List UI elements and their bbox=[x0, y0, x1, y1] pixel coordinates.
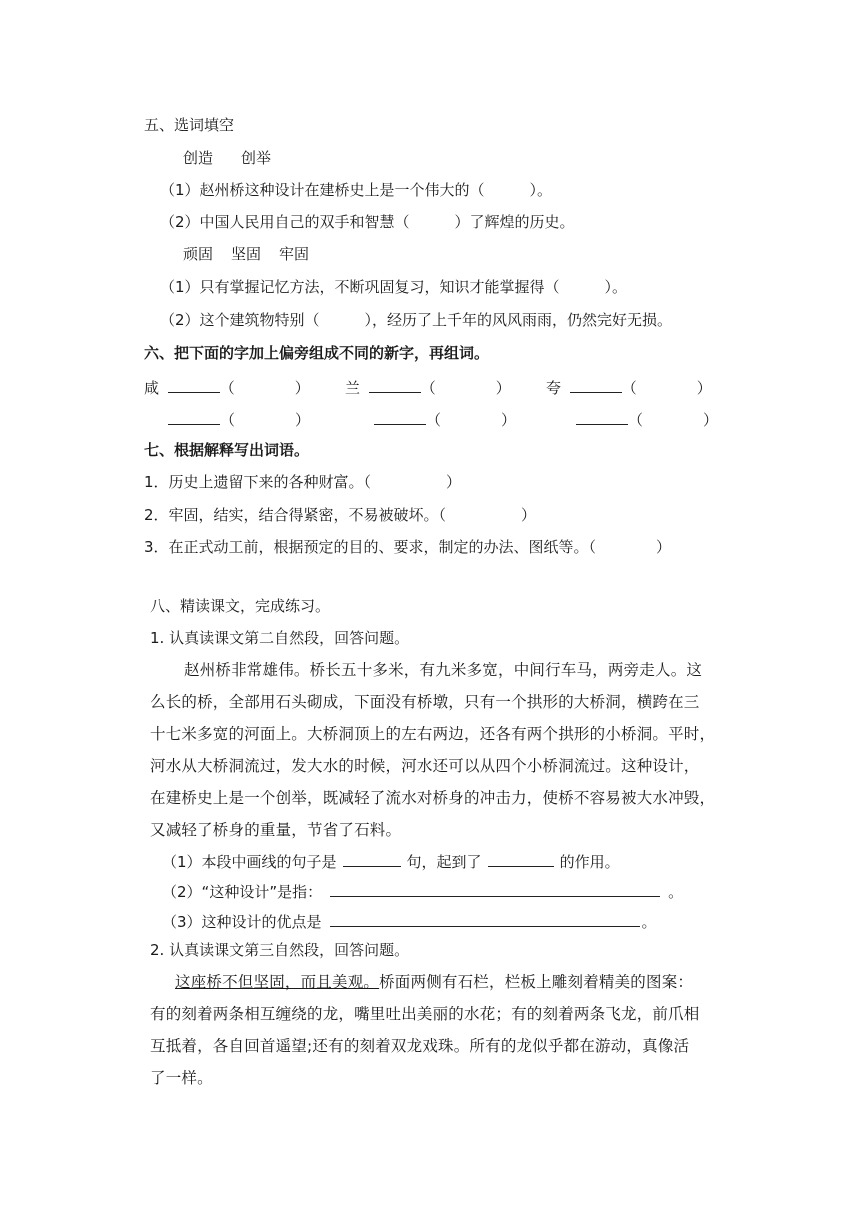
word-option: 牢固 bbox=[279, 245, 310, 263]
passage-line bbox=[175, 972, 693, 992]
char-group bbox=[345, 376, 511, 398]
word-option: 创造 bbox=[183, 149, 214, 167]
fill-item: （1）只有掌握记忆方法，不断巩固复习，知识才能掌握得（ ）。 bbox=[160, 278, 628, 296]
answer-blank[interactable] bbox=[369, 376, 421, 393]
char-group-blank bbox=[374, 408, 516, 430]
sub-question-text: （3）这种设计的优点是 bbox=[162, 913, 322, 931]
passage-line: 十七米多宽的河面上。大桥洞顶上的左右两边，还各有两个拱形的小桥洞。平时， bbox=[150, 725, 716, 743]
paren-blank[interactable]: （ ） bbox=[420, 379, 511, 397]
passage-line: 了一样。 bbox=[150, 1069, 213, 1087]
question-title: 1. 认真读课文第二自然段，回答问题。 bbox=[150, 629, 410, 647]
base-char: 夸 bbox=[546, 379, 562, 397]
fill-item: （1）赵州桥这种设计在建桥史上是一个伟大的（ ）。 bbox=[160, 181, 553, 199]
definition-item: 2．牢固，结实，结合得紧密，不易被破坏。（ ） bbox=[144, 506, 537, 524]
answer-blank[interactable] bbox=[488, 850, 554, 867]
word-option: 顽固 bbox=[183, 245, 214, 263]
word-choices-b bbox=[183, 244, 309, 264]
fill-item: （2）这个建筑物特别（ ），经历了上千年的风风雨雨，仍然完好无损。 bbox=[160, 311, 673, 329]
section-5-heading: 五、选词填空 bbox=[144, 116, 235, 134]
answer-blank[interactable] bbox=[168, 376, 220, 393]
answer-blank[interactable] bbox=[570, 376, 622, 393]
passage-line: 有的刻着两条相互缠绕的龙，嘴里吐出美丽的水花；有的刻着两条飞龙，前爪相 bbox=[150, 1005, 700, 1023]
answer-blank[interactable] bbox=[168, 408, 220, 425]
base-char: 咸 bbox=[144, 379, 160, 397]
sub-question-text: 的作用。 bbox=[559, 853, 620, 871]
passage-line: 又减轻了桥身的重量，节省了石料。 bbox=[150, 821, 402, 839]
passage-text: 桥面两侧有石栏，栏板上雕刻着精美的图案： bbox=[379, 973, 694, 991]
definition-item: 3．在正式动工前，根据预定的目的、要求，制定的办法、图纸等。（ ） bbox=[144, 538, 672, 556]
word-choices-a bbox=[183, 148, 271, 168]
sub-question-text: （2）“这种设计”是指： bbox=[162, 883, 323, 901]
passage-line: 互抵着，各自回首遥望;还有的刻着双龙戏珠。所有的龙似乎都在游动，真像活 bbox=[150, 1037, 690, 1055]
char-group-blank bbox=[576, 408, 718, 430]
char-group bbox=[546, 376, 712, 398]
section-7-heading: 七、根据解释写出词语。 bbox=[144, 441, 310, 459]
paren-blank[interactable]: （ ） bbox=[426, 411, 517, 429]
answer-blank[interactable] bbox=[576, 408, 628, 425]
sub-question bbox=[162, 880, 683, 902]
word-option: 创举 bbox=[241, 149, 272, 167]
sub-question bbox=[162, 910, 657, 932]
sub-question-text: （1）本段中画线的句子是 bbox=[162, 853, 337, 871]
question-title: 2. 认真读课文第三自然段，回答问题。 bbox=[150, 941, 410, 959]
fill-item: （2）中国人民用自己的双手和智慧（ ）了辉煌的历史。 bbox=[160, 213, 575, 231]
definition-item: 1．历史上遗留下来的各种财富。（ ） bbox=[144, 473, 462, 491]
paren-blank[interactable]: （ ） bbox=[621, 379, 712, 397]
section-8-heading: 八、精读课文，完成练习。 bbox=[150, 597, 331, 615]
sub-question-text: 句，起到了 bbox=[406, 853, 482, 871]
answer-blank[interactable] bbox=[330, 880, 660, 897]
section-6-heading: 六、把下面的字加上偏旁组成不同的新字，再组词。 bbox=[144, 344, 490, 362]
answer-blank[interactable] bbox=[374, 408, 426, 425]
paren-blank[interactable]: （ ） bbox=[220, 411, 311, 429]
underlined-sentence: 这座桥不但坚固，而且美观。 bbox=[175, 973, 380, 991]
paren-blank[interactable]: （ ） bbox=[628, 411, 719, 429]
base-char: 兰 bbox=[345, 379, 361, 397]
answer-blank[interactable] bbox=[343, 850, 401, 867]
sub-question-text: 。 bbox=[641, 913, 657, 931]
paren-blank[interactable]: （ ） bbox=[219, 379, 310, 397]
passage-line: 河水从大桥洞流过，发大水的时候，河水还可以从四个小桥洞流过。这种设计， bbox=[150, 757, 700, 775]
answer-blank[interactable] bbox=[330, 910, 640, 927]
passage-line: 赵州桥非常雄伟。桥长五十多米，有九米多宽，中间行车马，两旁走人。这 bbox=[184, 661, 703, 679]
word-option: 坚固 bbox=[231, 245, 262, 263]
sub-question-text: 。 bbox=[668, 883, 684, 901]
passage-line: 在建桥史上是一个创举，既减轻了流水对桥身的冲击力，使桥不容易被大水冲毁， bbox=[150, 789, 716, 807]
sub-question bbox=[162, 850, 620, 872]
passage-line: 么长的桥，全部用石头砌成，下面没有桥墩，只有一个拱形的大桥洞，横跨在三 bbox=[150, 693, 700, 711]
char-group bbox=[144, 376, 310, 398]
char-group-blank bbox=[168, 408, 310, 430]
